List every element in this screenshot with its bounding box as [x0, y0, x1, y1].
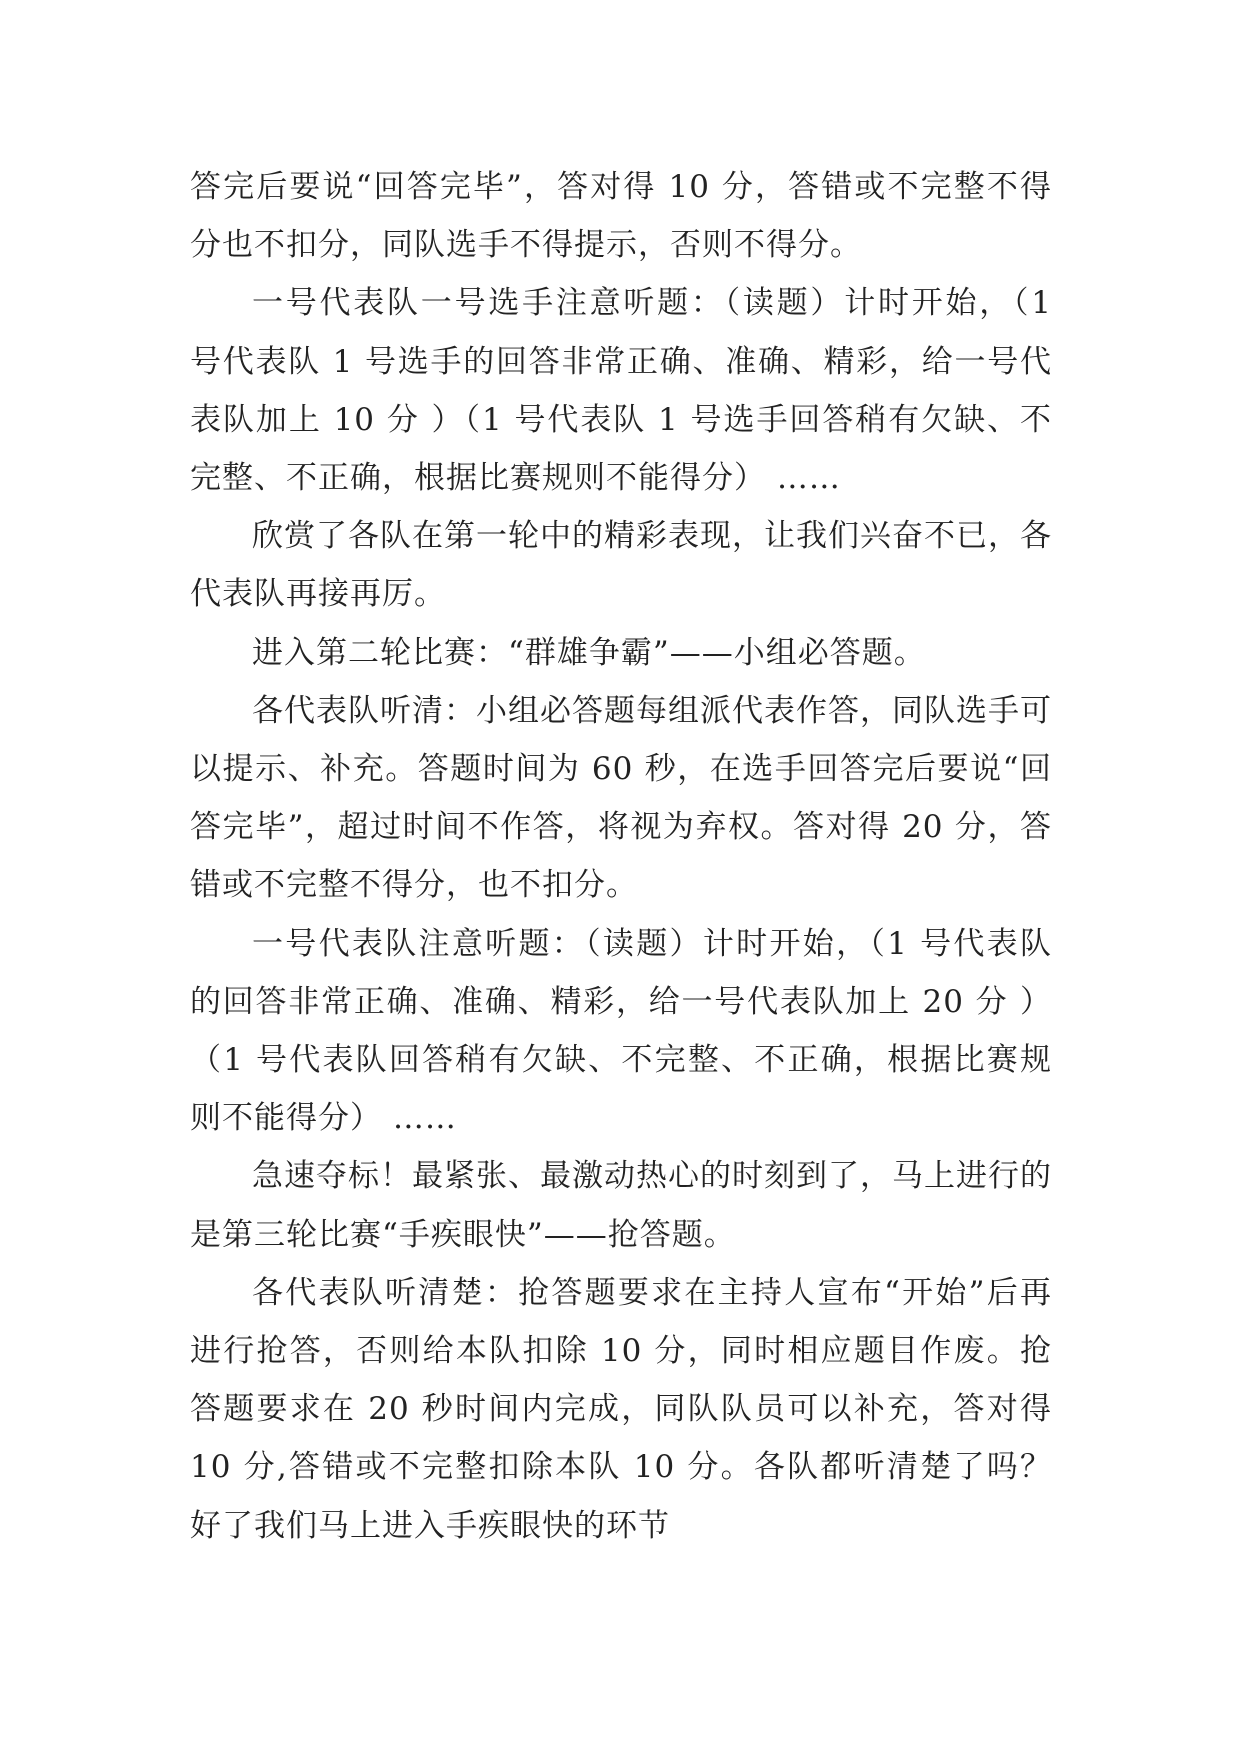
paragraph-5: 各代表队听清：小组必答题每组派代表作答，同队选手可以提示、补充。答题时间为 60 秒，在选手回答完后要说“回答完毕”，超过时间不作答，将视为弃权。答对得 20 分，答错或不完整不得分，也不扣分。	[190, 692, 1052, 904]
document-body	[190, 158, 1052, 1555]
paragraph-6: 一号代表队注意听题：（读题）计时开始，（1 号代表队的回答非常正确、准确、精彩，给一号代表队加上 20 分 ）（1 号代表队回答稍有欠缺、不完整、不正确，根据比赛规则不能得分） ……	[190, 925, 1052, 1137]
paragraph-2: 一号代表队一号选手注意听题：（读题）计时开始，（1 号代表队 1 号选手的回答非常正确、准确、精彩，给一号代表队加上 10 分 ）（1 号代表队 1 号选手回答稍有欠缺、不完整、不正确，根据比赛规则不能得分） ……	[190, 285, 1052, 497]
paragraph-7: 急速夺标！最紧张、最激动热心的时刻到了，马上进行的是第三轮比赛“手疾眼快”——抢答题。	[190, 1158, 1052, 1253]
paragraph-1: 答完后要说“回答完毕”，答对得 10 分，答错或不完整不得分也不扣分，同队选手不得提示，否则不得分。	[190, 169, 1052, 264]
paragraph-8: 各代表队听清楚：抢答题要求在主持人宣布“开始”后再进行抢答，否则给本队扣除 10 分，同时相应题目作废。抢答题要求在 20 秒时间内完成，同队队员可以补充，答对得 10 分,答错或不完整扣除本队 10 分。各队都听清楚了吗？好了我们马上进入手疾眼快的环节	[190, 1274, 1052, 1544]
paragraph-4: 进入第二轮比赛：“群雄争霸”——小组必答题。	[252, 634, 926, 671]
paragraph-3: 欣赏了各队在第一轮中的精彩表现，让我们兴奋不已，各代表队再接再厉。	[190, 518, 1052, 613]
